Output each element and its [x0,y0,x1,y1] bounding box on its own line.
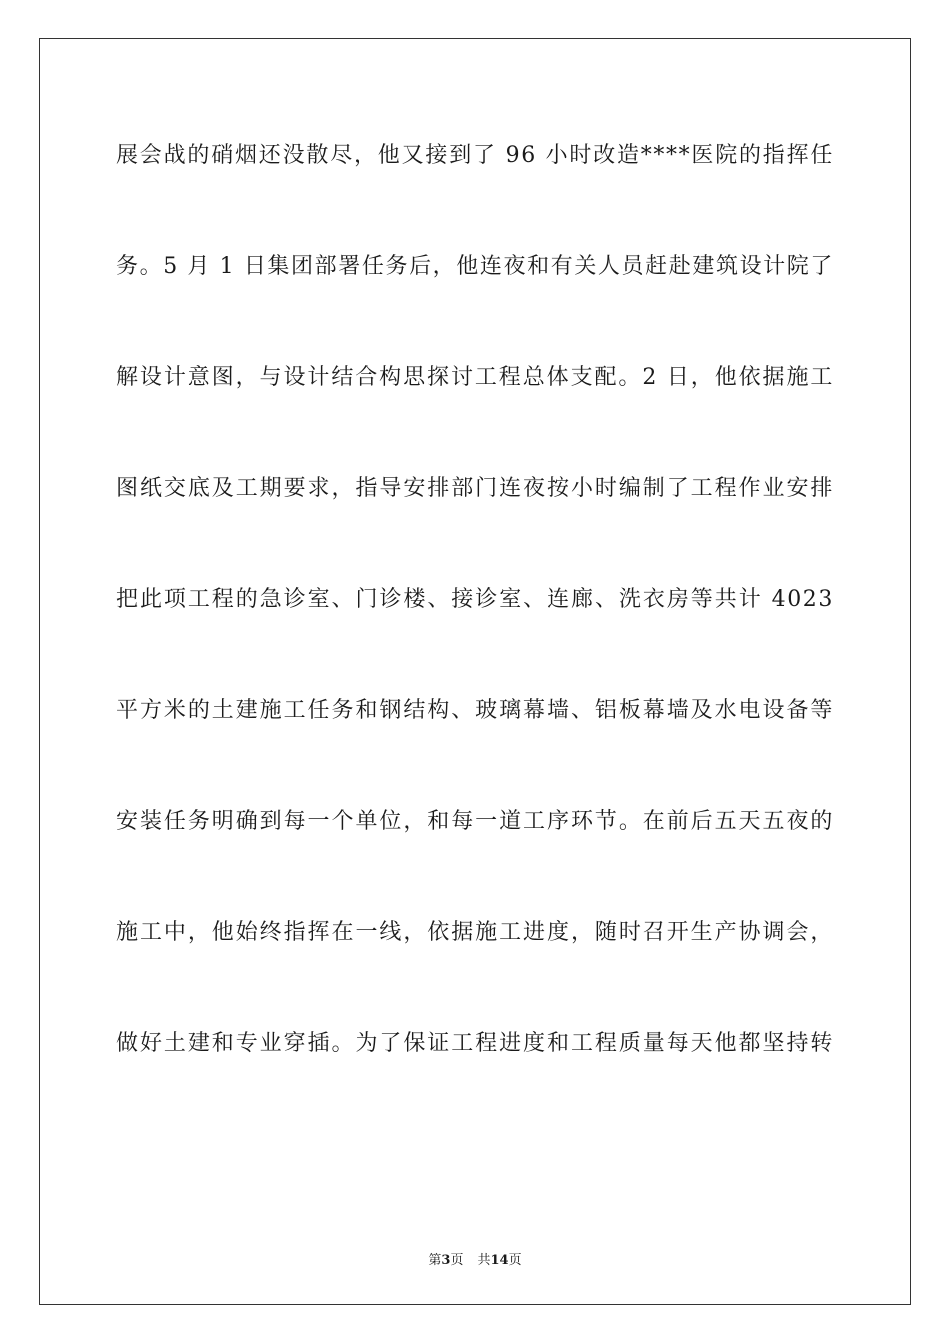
text-line-2: 务。5 月 1 日集团部署任务后，他连夜和有关人员赶赴建筑设计院了 [116,254,834,279]
text-line-3: 解设计意图，与设计结合构思探讨工程总体支配。2 日，他依据施工 [116,365,834,390]
document-body [116,128,834,1127]
text-line-6: 平方米的土建施工任务和钢结构、玻璃幕墙、铝板幕墙及水电设备等 [116,698,834,723]
text-line-4: 图纸交底及工期要求，指导安排部门连夜按小时编制了工程作业安排 [116,476,834,501]
page-prefix: 第 [428,1253,442,1268]
text-line-7: 安装任务明确到每一个单位，和每一道工序环节。在前后五天五夜的 [116,809,834,834]
page-footer [0,1249,950,1268]
total-prefix: 共 [477,1253,491,1268]
total-pages: 14 [490,1253,509,1268]
text-line-5: 把此项工程的急诊室、门诊楼、接诊室、连廊、洗衣房等共计 4023 [116,587,834,612]
total-suffix: 页 [508,1253,522,1268]
text-line-9: 做好土建和专业穿插。为了保证工程进度和工程质量每天他都坚持转 [116,1031,834,1056]
text-line-1: 展会战的硝烟还没散尽，他又接到了 96 小时改造****医院的指挥任 [116,143,834,168]
page-number: 3 [441,1253,451,1268]
page-suffix: 页 [450,1253,464,1268]
text-line-8: 施工中，他始终指挥在一线，依据施工进度，随时召开生产协调会， [116,920,834,945]
